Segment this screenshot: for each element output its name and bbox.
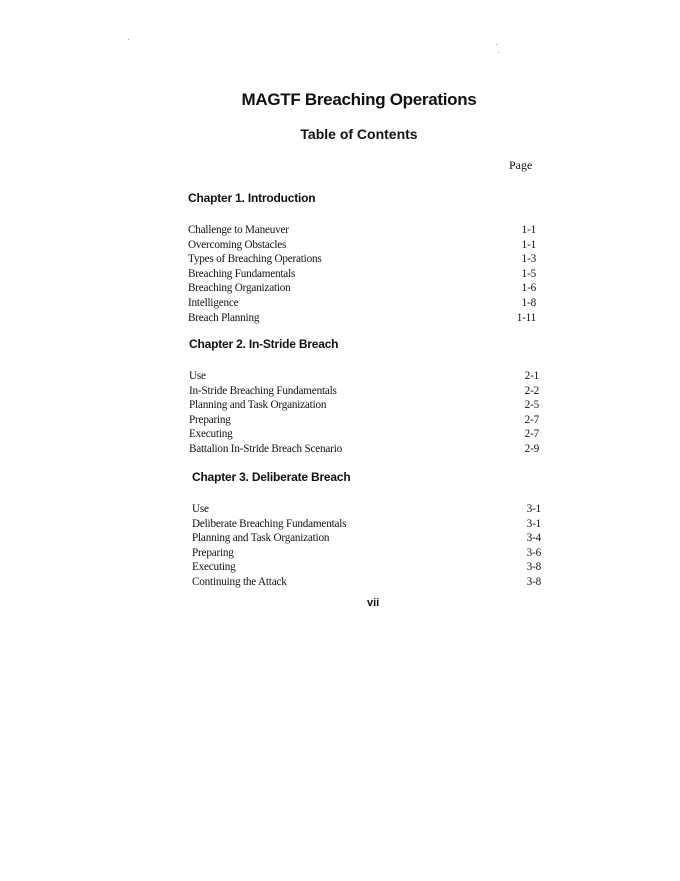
- toc-entry-title: Breaching Organization: [188, 282, 291, 295]
- scan-speck: [498, 52, 499, 53]
- toc-entry: [189, 384, 539, 399]
- scan-speck: [496, 44, 497, 45]
- chapter-heading: Chapter 3. Deliberate Breach: [192, 470, 351, 484]
- toc-entry-title: Battalion In-Stride Breach Scenario: [189, 442, 342, 455]
- toc-entry: [192, 502, 541, 517]
- document-title: MAGTF Breaching Operations: [241, 90, 477, 109]
- toc-entry: [192, 575, 541, 590]
- toc-entry-title: Challenge to Maneuver: [188, 224, 289, 236]
- toc-entry: [192, 560, 541, 575]
- toc-entry: [188, 252, 536, 267]
- toc-entry-page: 3-8: [526, 575, 541, 588]
- toc-entry-page: 1-5: [521, 267, 536, 280]
- toc-entry-title: Executing: [189, 428, 233, 441]
- toc-entry: [189, 442, 539, 457]
- toc-entry-page: 2-9: [524, 442, 539, 455]
- toc-entry-page: 2-7: [524, 428, 539, 441]
- toc-entry-list: [189, 369, 539, 457]
- toc-entry-list: [192, 502, 541, 590]
- toc-entry: [188, 311, 536, 326]
- toc-entry-page: 2-7: [524, 413, 539, 426]
- toc-entry-page: 1-11: [516, 311, 536, 324]
- page-column-label: Page: [509, 158, 533, 172]
- toc-entry: [188, 267, 536, 282]
- toc-entry-page: 3-8: [526, 561, 541, 574]
- toc-entry-title: Planning and Task Organization: [189, 399, 327, 412]
- toc-entry-title: Preparing: [192, 546, 234, 559]
- toc-entry: [192, 517, 541, 532]
- toc-entry: [192, 546, 541, 561]
- toc-entry-page: 3-4: [526, 532, 541, 545]
- toc-entry-page: 3-1: [526, 517, 541, 530]
- toc-entry-title: Intelligence: [188, 296, 239, 309]
- toc-entry-page: 1-8: [521, 296, 536, 309]
- chapter-heading: Chapter 2. In-Stride Breach: [189, 337, 339, 351]
- toc-heading: Table of Contents: [300, 126, 418, 142]
- toc-entry: [188, 223, 536, 238]
- toc-entry-page: 1-1: [521, 238, 536, 251]
- toc-entry: [189, 398, 539, 413]
- toc-entry-title: Use: [192, 503, 209, 515]
- toc-entry-title: Deliberate Breaching Fundamentals: [192, 517, 347, 530]
- toc-entry: [192, 531, 541, 546]
- toc-entry-title: Types of Breaching Operations: [188, 253, 322, 266]
- toc-entry-title: Preparing: [189, 413, 231, 426]
- toc-entry: [188, 281, 536, 296]
- toc-entry: [189, 369, 539, 384]
- toc-entry: [188, 296, 536, 311]
- toc-entry-title: Planning and Task Organization: [192, 532, 330, 545]
- toc-entry-title: In-Stride Breaching Fundamentals: [189, 384, 337, 397]
- toc-entry: [189, 413, 539, 428]
- toc-entry: [188, 238, 536, 253]
- toc-entry-page: 3-1: [526, 503, 541, 515]
- toc-entry-title: Use: [189, 370, 206, 382]
- chapter-heading: Chapter 1. Introduction: [188, 191, 316, 205]
- toc-entry-title: Breaching Fundamentals: [188, 267, 296, 280]
- chapter-section: [188, 191, 536, 325]
- toc-entry-title: Executing: [192, 561, 236, 574]
- page-number: vii: [367, 597, 380, 609]
- toc-entry-page: 1-6: [521, 282, 536, 295]
- toc-entry-page: 1-3: [521, 253, 536, 266]
- toc-entry-page: 1-1: [521, 224, 536, 236]
- toc-entry-page: 2-2: [524, 384, 539, 397]
- toc-entry-list: [188, 223, 536, 325]
- toc-entry-page: 3-6: [526, 546, 541, 559]
- chapter-section: [189, 337, 539, 457]
- chapter-section: [192, 470, 541, 590]
- toc-entry: [189, 427, 539, 442]
- toc-entry-title: Overcoming Obstacles: [188, 238, 287, 251]
- scan-speck: [128, 39, 129, 40]
- toc-entry-page: 2-1: [524, 370, 539, 382]
- toc-entry-page: 2-5: [524, 399, 539, 412]
- toc-entry-title: Continuing the Attack: [192, 575, 287, 588]
- toc-entry-title: Breach Planning: [188, 311, 260, 324]
